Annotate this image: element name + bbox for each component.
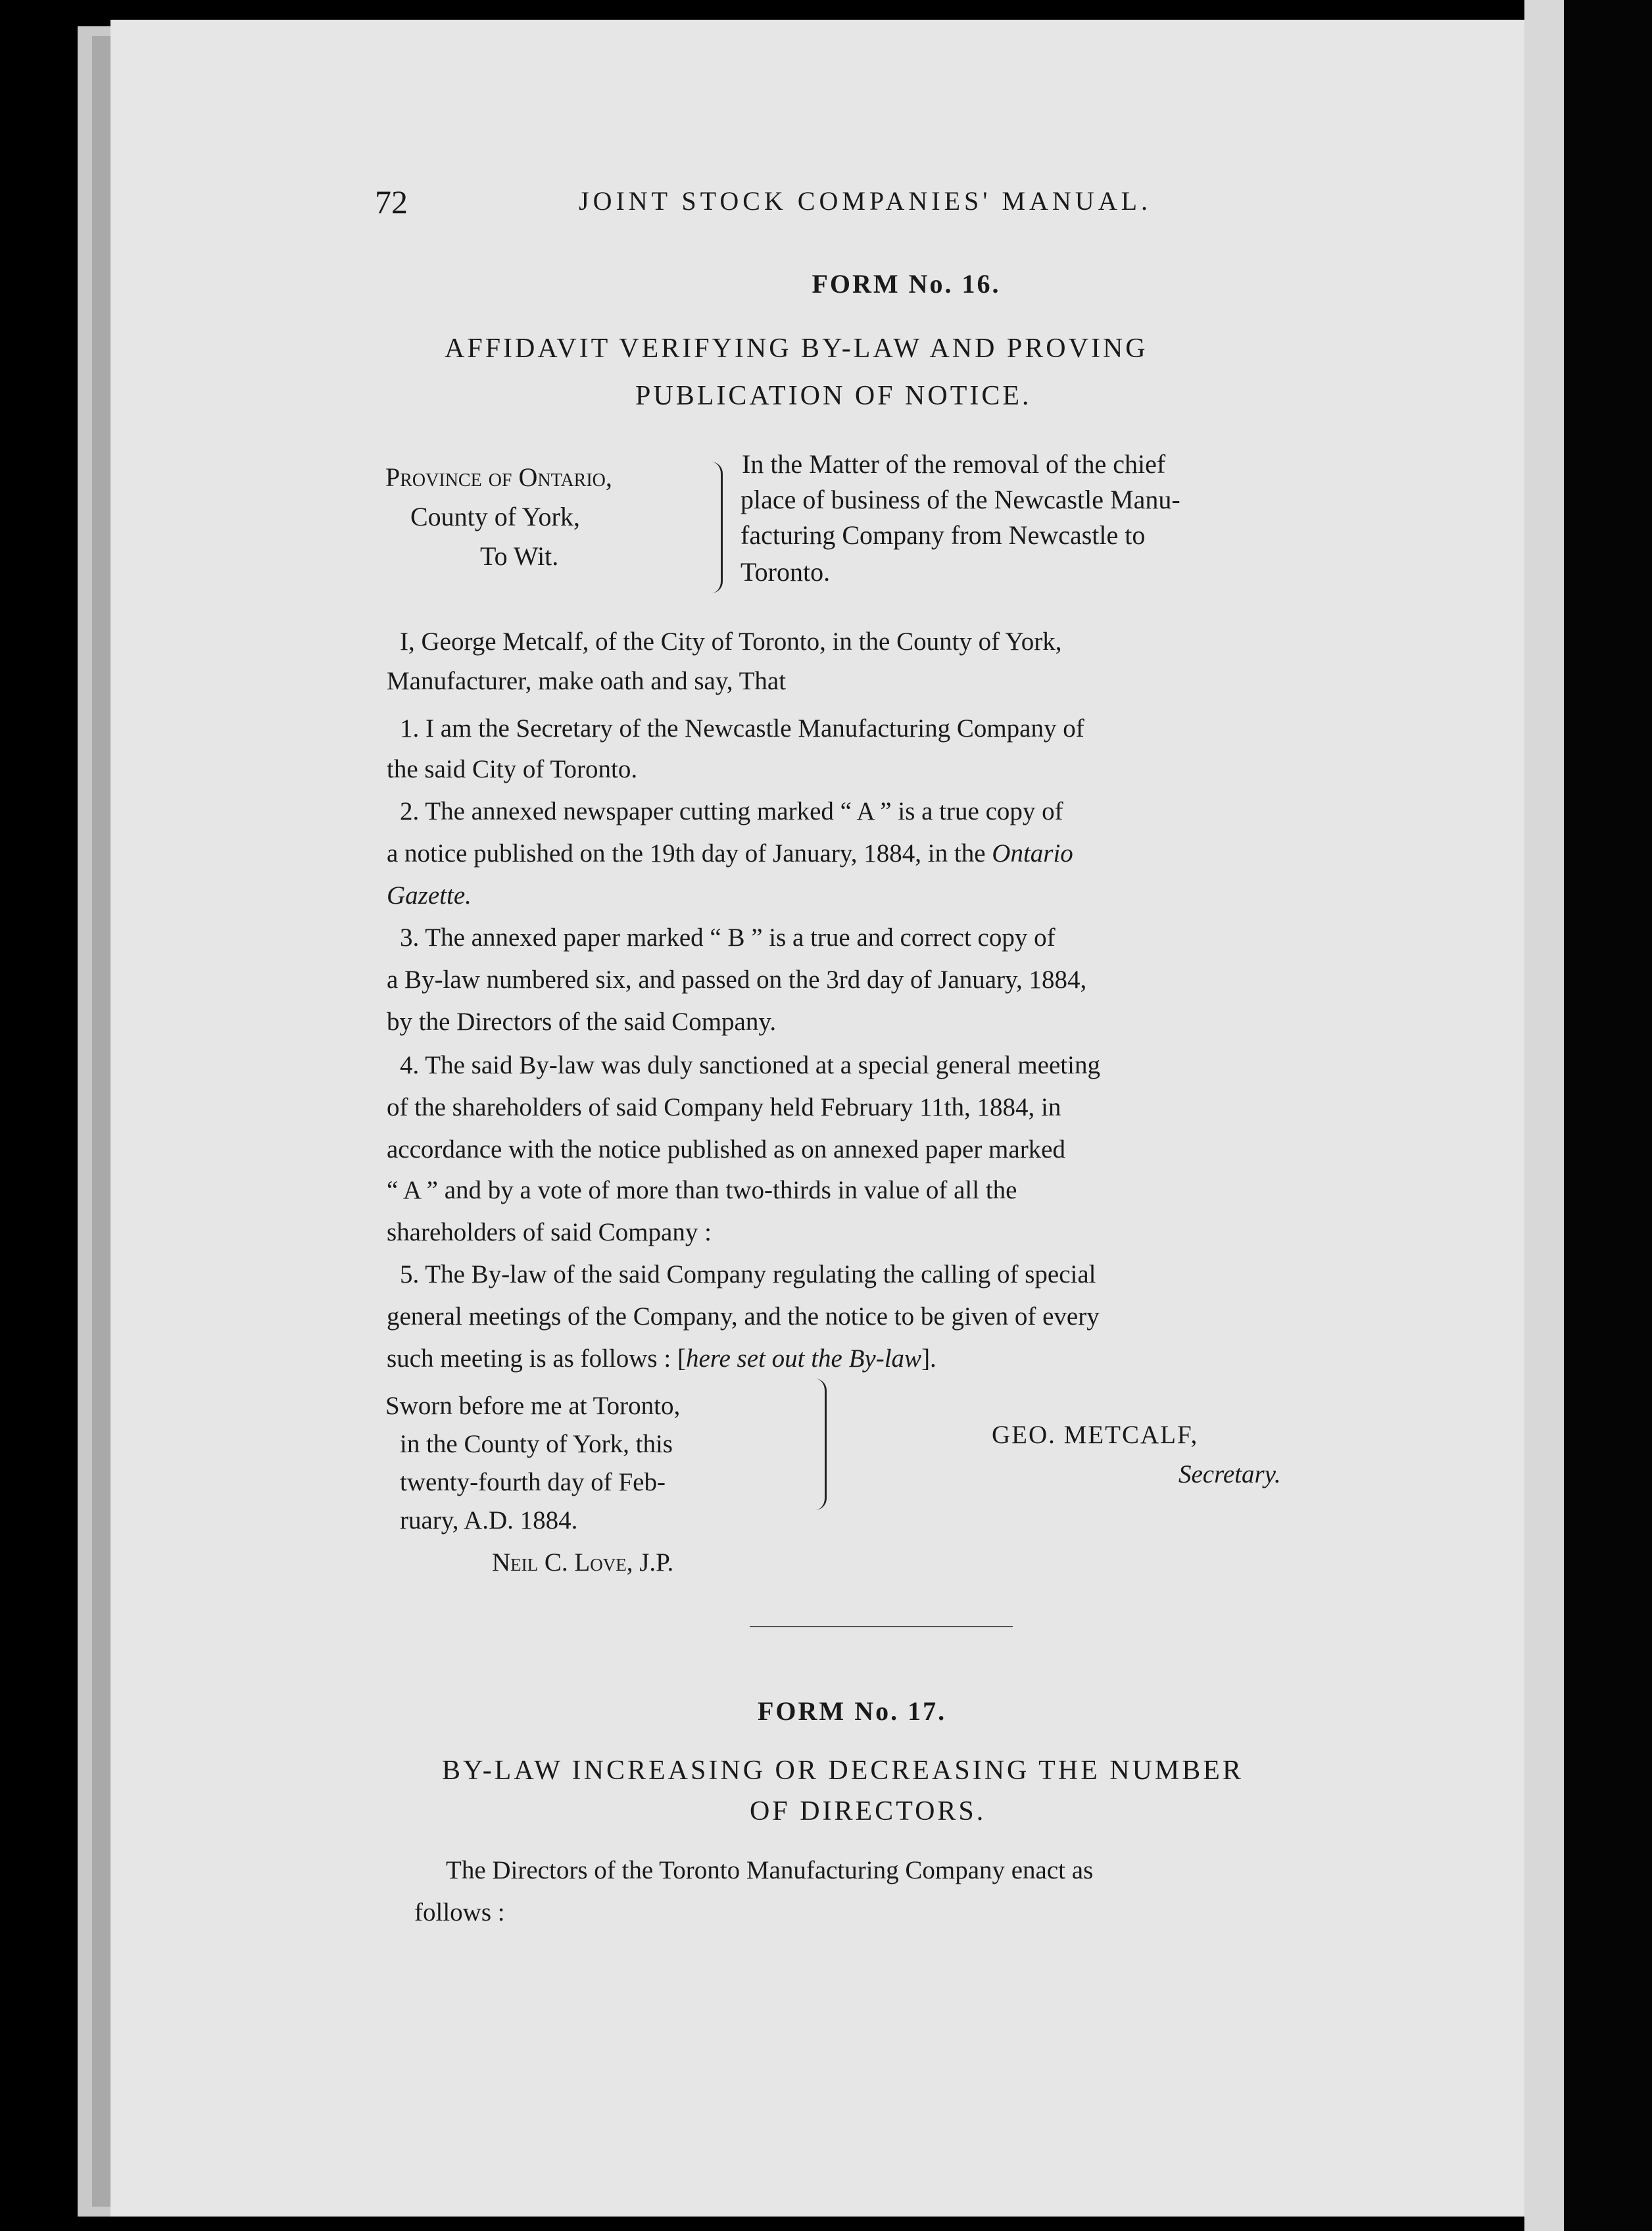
para2-gazette: Gazette.	[387, 881, 472, 910]
para2-line-2-text: a notice published on the 19th day of January, 1884, in the	[387, 839, 992, 868]
para5-line-2: general meetings of the Company, and the notice to be given of every	[387, 1302, 1100, 1331]
form17-title-line2: OF DIRECTORS.	[750, 1796, 986, 1826]
para5-line-3-end: ].	[921, 1344, 936, 1373]
para4-line-4: “ A ” and by a vote of more than two-thirds in value of all the	[387, 1176, 1017, 1204]
para4-line-5: shareholders of said Company :	[387, 1218, 712, 1246]
para2-line-2	[387, 833, 1073, 875]
jurat-line-3: twenty-fourth day of Feb-	[400, 1468, 666, 1496]
jurat-line-4: ruary, A.D. 1884.	[400, 1506, 578, 1534]
para2-ontario: Ontario	[992, 839, 1073, 868]
para2-line-3	[387, 875, 472, 917]
venue-to-wit: To Wit.	[480, 541, 559, 571]
para3-line-2: a By-law numbered six, and passed on the 3rd day of January, 1884,	[387, 966, 1087, 994]
matter-line-3: facturing Company from Newcastle to	[741, 520, 1146, 550]
para5-line-1: 5. The By-law of the said Company regulating the calling of special	[400, 1260, 1096, 1288]
form17-title-line1: BY-LAW INCREASING OR DECREASING THE NUMBER	[442, 1755, 1244, 1786]
para2-line-1: 2. The annexed newspaper cutting marked “ A ” is a true copy of	[400, 797, 1063, 825]
scan-border	[1564, 0, 1652, 2231]
commissioner: Neil C. Love, J.P.	[492, 1548, 674, 1577]
para4-line-3: accordance with the notice published as on annexed paper marked	[387, 1135, 1065, 1164]
jurat-line-1: Sworn before me at Toronto,	[385, 1392, 681, 1420]
form16-heading: FORM No. 16.	[812, 269, 1001, 299]
facing-page-edge	[1524, 0, 1564, 2231]
matter-line-1: In the Matter of the removal of the chief	[742, 449, 1166, 479]
para4-line-2: of the shareholders of said Company held February 11th, 1884, in	[387, 1093, 1061, 1121]
para5-bylaw-italic: here set out the By-law	[685, 1344, 922, 1373]
signature-title-italic: Secretary.	[1178, 1460, 1281, 1488]
para1-line-1: 1. I am the Secretary of the Newcastle Manufacturing Company of	[400, 714, 1084, 743]
para4-line-1: 4. The said By-law was duly sanctioned at a special general meeting	[400, 1051, 1100, 1079]
para3-line-1: 3. The annexed paper marked “ B ” is a true and correct copy of	[400, 923, 1056, 952]
form17-intro-line-1: The Directors of the Toronto Manufacturing Company enact as	[446, 1856, 1094, 1884]
jurat-brace	[808, 1379, 827, 1510]
form17-intro-line-2: follows :	[414, 1898, 505, 1926]
form17-heading: FORM No. 17.	[758, 1696, 947, 1726]
form16-title-line1: AFFIDAVIT VERIFYING BY-LAW AND PROVING	[445, 333, 1148, 364]
venue-county: County of York,	[410, 502, 580, 531]
page-number: 72	[375, 184, 408, 220]
para3-line-3: by the Directors of the said Company.	[387, 1008, 777, 1036]
running-title: JOINT STOCK COMPANIES' MANUAL.	[579, 186, 1152, 216]
para5-line-3-text: such meeting is as follows : [	[387, 1344, 686, 1373]
matter-line-4: Toronto.	[741, 557, 831, 587]
form16-title-line2: PUBLICATION OF NOTICE.	[635, 381, 1032, 411]
para1-line-2: the said City of Toronto.	[387, 755, 638, 783]
para5-line-3	[387, 1338, 936, 1380]
signature-name: GEO. METCALF,	[992, 1421, 1199, 1449]
matter-line-2: place of business of the Newcastle Manu-	[741, 485, 1180, 514]
intro-line-2: Manufacturer, make oath and say, That	[387, 667, 787, 695]
signature-title	[1178, 1454, 1281, 1496]
jurat-line-2: in the County of York, this	[400, 1430, 673, 1458]
document-page	[110, 20, 1524, 2217]
venue-brace	[702, 462, 723, 593]
venue-province: Province of Ontario,	[385, 462, 612, 492]
section-divider	[750, 1626, 1013, 1627]
intro-line-1: I, George Metcalf, of the City of Toronto, in the County of York,	[400, 627, 1062, 656]
